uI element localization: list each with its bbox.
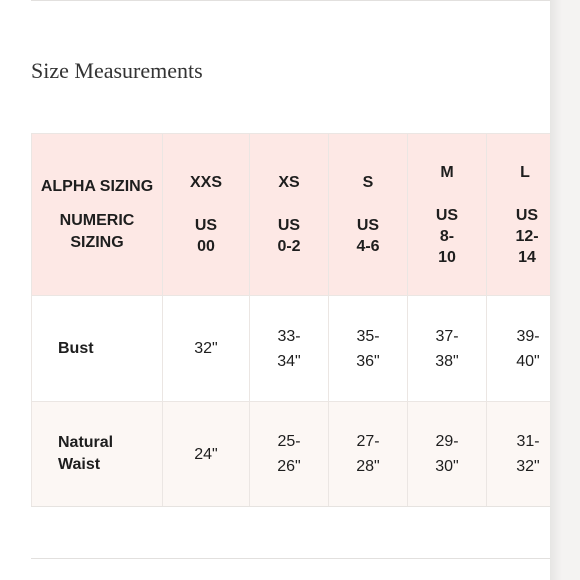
alpha-sizing-label: ALPHA SIZING <box>40 177 154 195</box>
measurement-value: 33-34" <box>277 327 301 370</box>
size-column-m <box>408 134 487 296</box>
bottom-divider <box>31 558 550 559</box>
row-label-cell <box>32 296 163 402</box>
measurement-cell <box>329 296 408 402</box>
measurement-cell <box>487 402 551 507</box>
measurement-cell <box>163 296 250 402</box>
size-numeric: US 12-14 <box>515 206 539 266</box>
size-alpha: S <box>362 174 374 191</box>
panel-edge <box>550 0 580 580</box>
size-alpha: XS <box>278 174 300 191</box>
size-table <box>31 133 550 507</box>
size-numeric: US 8-10 <box>435 206 459 266</box>
measurement-cell <box>250 402 329 507</box>
measurement-value: 37-38" <box>435 327 459 370</box>
measurement-value: 32" <box>194 340 218 357</box>
measurement-value: 24" <box>194 445 218 463</box>
size-column-l <box>487 134 551 296</box>
measurement-value: 39-40" <box>516 327 540 370</box>
measurement-value: 29-30" <box>435 433 459 475</box>
row-label: Natural Waist <box>58 434 114 473</box>
size-alpha: XXS <box>189 174 222 191</box>
measurement-cell <box>250 296 329 402</box>
measurement-cell <box>163 402 250 507</box>
measurement-cell <box>487 296 551 402</box>
size-alpha: L <box>520 163 530 181</box>
size-numeric: US 4-6 <box>356 217 380 255</box>
row-label-cell <box>32 402 163 507</box>
measurement-cell <box>329 402 408 507</box>
measurement-value: 35-36" <box>356 327 380 370</box>
page-title: Size Measurements <box>31 58 203 83</box>
top-divider <box>31 0 550 1</box>
size-alpha: M <box>440 163 454 181</box>
table-row <box>32 296 551 402</box>
measurement-cell <box>408 296 487 402</box>
size-column-xs <box>250 134 329 296</box>
size-table-scroll[interactable] <box>31 133 550 507</box>
header-label-cell <box>32 134 163 296</box>
size-numeric: US 00 <box>194 217 218 255</box>
measurement-cell <box>408 402 487 507</box>
table-header-row <box>32 134 551 296</box>
size-column-xxs <box>163 134 250 296</box>
measurement-value: 27-28" <box>356 433 380 475</box>
size-column-s <box>329 134 408 296</box>
numeric-sizing-label: NUMERIC SIZING <box>59 211 135 251</box>
row-label: Bust <box>58 339 94 357</box>
size-numeric: US 0-2 <box>277 217 301 255</box>
measurement-value: 31-32" <box>516 433 540 475</box>
table-row <box>32 402 551 507</box>
measurement-value: 25-26" <box>277 433 301 475</box>
